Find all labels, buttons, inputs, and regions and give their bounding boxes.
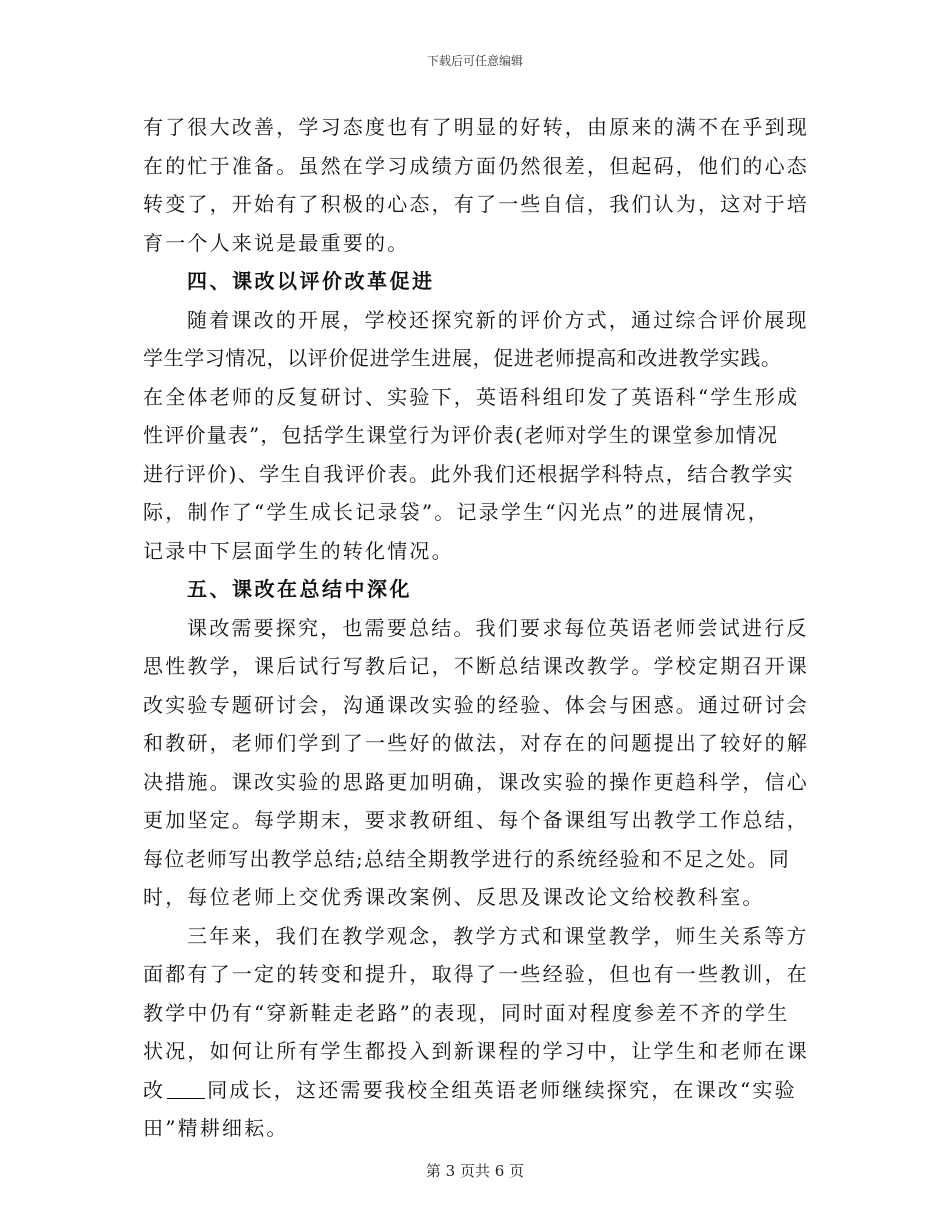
paragraph-line: 田”精耕细耘。 (143, 1116, 289, 1140)
paragraph-line: 时，每位老师上交优秀课改案例、反思及课改论文给校教科室。 (143, 885, 765, 909)
line-text-before-blank: 改 (143, 1077, 166, 1102)
paragraph-line: 记录中下层面学生的转化情况。 (143, 538, 454, 563)
section-heading-4: 四、课改以评价改革促进 (187, 269, 435, 293)
paragraph-line: 决措施。课改实验的思路更加明确，课改实验的操作更趋科学，信心 (143, 769, 809, 794)
page-header: 下载后可任意编辑 (426, 54, 523, 68)
paragraph-line: 状况，如何让所有学生都投入到新课程的学习中，让学生和老师在课 (143, 1039, 809, 1063)
paragraph-line: 教学中仍有“穿新鞋走老路”的表现，同时面对程度参差不齐的学生 (143, 1000, 790, 1025)
document-body (143, 108, 813, 1148)
page-footer: 第 3 页共 6 页 (425, 1162, 525, 1180)
paragraph-line-with-blank (143, 1071, 813, 1110)
paragraph-line: 改实验专题研讨会，沟通课改实验的经验、体会与困惑。通过研讨会 (143, 692, 809, 717)
paragraph-line: 和教研，老师们学到了一些好的做法，对存在的问题提出了较好的解 (143, 731, 809, 755)
paragraph-line: 转变了，开始有了积极的心态，有了一些自信，我们认为，这对于培 (143, 192, 809, 216)
paragraph-line: 思性教学，课后试行写教后记，不断总结课改教学。学校定期召开课 (143, 654, 809, 678)
paragraph-line: 在的忙于准备。虽然在学习成绩方面仍然很差，但起码，他们的心态 (143, 153, 809, 178)
paragraph-line: 每位老师写出教学总结;总结全期教学进行的系统经验和不足之处。同 (143, 846, 791, 871)
paragraph-line: 进行评价)、学生自我评价表。此外我们还根据学科特点，结合教学实 (143, 461, 795, 486)
line-text-after-blank: 同成长，这还需要我校全组英语老师继续探究，在课改“实验 (207, 1077, 797, 1102)
paragraph-line: 育一个人来说是最重要的。 (143, 230, 410, 255)
paragraph-line: 面都有了一定的转变和提升，取得了一些经验，但也有一些教训，在 (143, 962, 809, 986)
paragraph-line: 际，制作了“学生成长记录袋”。记录学生“闪光点”的进展情况， (143, 500, 770, 524)
paragraph-line: 在全体老师的反复研讨、实验下，英语科组印发了英语科“学生形成 (143, 384, 800, 409)
paragraph-line: 更加坚定。每学期末，要求教研组、每个备课组写出教学工作总结， (143, 808, 809, 832)
paragraph-line: 有了很大改善，学习态度也有了明显的好转，由原来的满不在乎到现 (143, 115, 809, 139)
paragraph-line: 随着课改的开展，学校还探究新的评价方式，通过综合评价展现 (187, 307, 809, 332)
section-heading-5: 五、课改在总结中深化 (187, 577, 412, 601)
paragraph-line: 学生学习情况，以评价促进学生进展，促进老师提高和改进教学实践。 (143, 346, 782, 370)
paragraph-line: 三年来，我们在教学观念，教学方式和课堂教学，师生关系等方 (187, 923, 809, 948)
paragraph-line: 性评价量表”，包括学生课堂行为评价表(老师对学生的课堂参加情况 (143, 423, 779, 447)
paragraph-line: 课改需要探究，也需要总结。我们要求每位英语老师尝试进行反 (187, 615, 809, 640)
fill-in-blank (167, 1080, 205, 1099)
